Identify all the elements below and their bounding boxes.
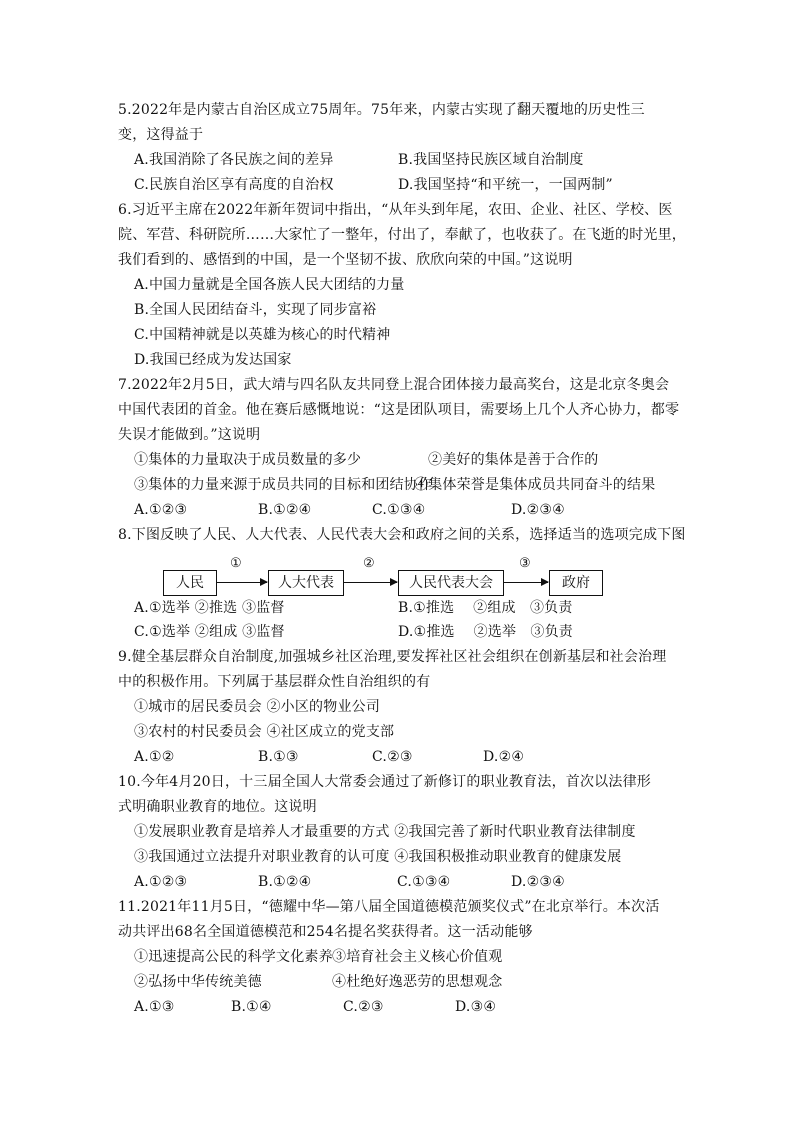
q7-statement-3: ③集体的力量来源于成员共同的目标和团结协作 bbox=[134, 477, 433, 493]
q7-stem-line1: 7.2022年2月5日，武大靖与四名队友共同登上混合团体接力最高奖台，这是北京冬奥会 bbox=[118, 377, 670, 393]
q9-statements-3-4: ③农村的村民委员会 ④社区成立的党支部 bbox=[134, 724, 395, 740]
q9-stem-line1: 9.健全基层群众自治制度,加强城乡社区治理,要发挥社区社会组织在创新基层和社会治理 bbox=[118, 649, 667, 665]
q8-option-d: D.①推选 ②选举 ③负责 bbox=[398, 624, 573, 640]
q11-statement-3: ③培育社会主义核心价值观 bbox=[332, 949, 503, 965]
diagram-box-people: 人民 bbox=[163, 570, 217, 596]
q6-stem-line3: 我们看到的、感悟到的中国，是一个坚韧不拔、欣欣向荣的中国。”这说明 bbox=[118, 252, 573, 268]
q6-option-a: A.中国力量就是全国各族人民大团结的力量 bbox=[134, 277, 405, 293]
q11-statement-1: ①迅速提高公民的科学文化素养 bbox=[134, 949, 333, 965]
q7-option-a: A.①②③ bbox=[134, 502, 188, 518]
q11-statement-4: ④杜绝好逸恶劳的思想观念 bbox=[332, 974, 503, 990]
diagram-mark-3: ③ bbox=[519, 556, 531, 571]
q8-option-b: B.①推选 ②组成 ③负责 bbox=[398, 600, 573, 616]
diagram-mark-2: ② bbox=[363, 556, 375, 571]
q5-stem-line1: 5.2022年是内蒙古自治区成立75周年。75年来，内蒙古实现了翻天覆地的历史性三 bbox=[118, 102, 645, 118]
q11-stem-line2: 动共评出68名全国道德模范和254名提名奖获得者。这一活动能够 bbox=[118, 924, 533, 940]
q9-option-a: A.①② bbox=[134, 749, 175, 765]
diagram-arrow-1 bbox=[216, 582, 267, 583]
q5-stem-line2: 变，这得益于 bbox=[118, 127, 204, 143]
q6-option-d: D.我国已经成为发达国家 bbox=[134, 352, 292, 368]
q7-stem-line3: 失误才能做到。”这说明 bbox=[118, 427, 261, 443]
q5-option-c: C.民族自治区享有高度的自治权 bbox=[134, 177, 334, 193]
q5-option-b: B.我国坚持民族区域自治制度 bbox=[398, 152, 584, 168]
q5-option-d: D.我国坚持“和平统一，一国两制” bbox=[398, 177, 613, 193]
diagram-box-congress: 人民代表大会 bbox=[398, 570, 504, 596]
q7-statement-1: ①集体的力量取决于成员数量的多少 bbox=[134, 452, 362, 468]
q8-stem: 8.下图反映了人民、人大代表、人民代表大会和政府之间的关系，选择适当的选项完成下图 bbox=[118, 527, 686, 543]
q7-option-c: C.①③④ bbox=[372, 502, 426, 518]
q9-option-d: D.②④ bbox=[483, 749, 525, 765]
diagram-box-deputies: 人大代表 bbox=[268, 570, 344, 596]
q6-option-c: C.中国精神就是以英雄为核心的时代精神 bbox=[134, 327, 391, 343]
q9-stem-line2: 中的积极作用。下列属于基层群众性自治组织的有 bbox=[118, 674, 431, 690]
q11-stem-line1: 11.2021年11月5日，“德耀中华—第八届全国道德模范颁奖仪式”在北京举行。本次活 bbox=[118, 899, 660, 915]
diagram-arrow-2 bbox=[343, 582, 397, 583]
q8-option-a: A.①选举 ②推选 ③监督 bbox=[134, 600, 285, 616]
q8-option-c: C.①选举 ②组成 ③监督 bbox=[134, 624, 285, 640]
q10-option-a: A.①②③ bbox=[134, 874, 188, 890]
q6-stem-line1: 6.习近平主席在2022年新年贺词中指出，“从年头到年尾，农田、企业、社区、学校、医 bbox=[118, 202, 673, 218]
q7-option-b: B.①②④ bbox=[258, 502, 312, 518]
q9-option-c: C.②③ bbox=[372, 749, 413, 765]
q10-statements-3-4: ③我国通过立法提升对职业教育的认可度 ④我国积极推动职业教育的健康发展 bbox=[134, 849, 622, 865]
q7-stem-line2: 中国代表团的首金。他在赛后感慨地说：“这是团队项目，需要场上几个人齐心协力，都零 bbox=[118, 402, 680, 418]
diagram-arrow-3 bbox=[503, 582, 548, 583]
q10-stem-line1: 10.今年4月20日，十三届全国人大常委会通过了新修订的职业教育法，首次以法律形 bbox=[118, 774, 651, 790]
q10-stem-line2: 式明确职业教育的地位。这说明 bbox=[118, 799, 317, 815]
diagram-mark-1: ① bbox=[230, 556, 242, 571]
diagram-box-government: 政府 bbox=[549, 570, 603, 596]
q9-statements-1-2: ①城市的居民委员会 ②小区的物业公司 bbox=[134, 699, 381, 715]
q9-option-b: B.①③ bbox=[258, 749, 299, 765]
q11-statement-2: ②弘扬中华传统美德 bbox=[134, 974, 262, 990]
q10-statements-1-2: ①发展职业教育是培养人才最重要的方式 ②我国完善了新时代职业教育法律制度 bbox=[134, 824, 636, 840]
q7-statement-2: ②美好的集体是善于合作的 bbox=[428, 452, 599, 468]
q6-option-b: B.全国人民团结奋斗，实现了同步富裕 bbox=[134, 302, 377, 318]
q7-statement-4: ④集体荣誉是集体成员共同奋斗的结果 bbox=[414, 477, 656, 493]
q7-option-d: D.②③④ bbox=[511, 502, 565, 518]
q10-option-d: D.②③④ bbox=[511, 874, 565, 890]
q11-option-b: B.①④ bbox=[231, 999, 272, 1015]
q11-option-a: A.①③ bbox=[134, 999, 175, 1015]
q10-option-c: C.①③④ bbox=[397, 874, 451, 890]
q11-option-c: C.②③ bbox=[343, 999, 384, 1015]
q5-option-a: A.我国消除了各民族之间的差异 bbox=[134, 152, 334, 168]
q10-option-b: B.①②④ bbox=[258, 874, 312, 890]
q6-stem-line2: 院、军营、科研院所……大家忙了一整年，付出了，奉献了，也收获了。在飞逝的时光里， bbox=[118, 227, 686, 243]
q11-option-d: D.③④ bbox=[455, 999, 497, 1015]
